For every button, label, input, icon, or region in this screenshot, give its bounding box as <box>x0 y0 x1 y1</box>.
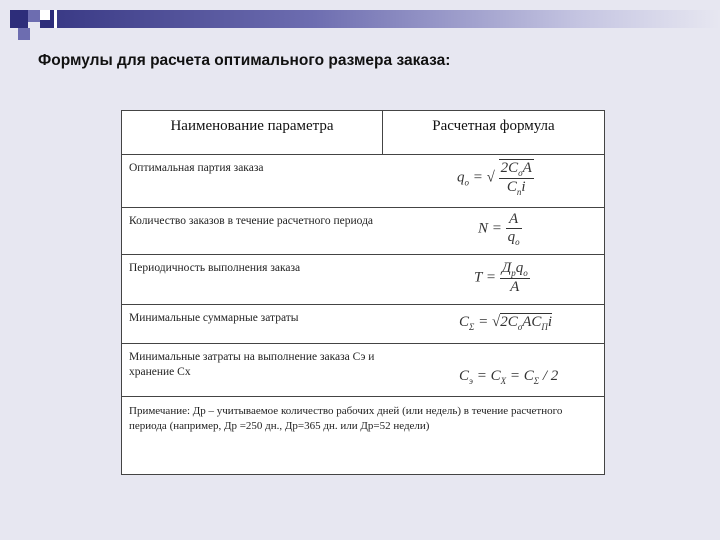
row-param: Периодичность выполнения заказа <box>129 262 301 274</box>
table-row <box>122 255 604 305</box>
deco-square-1 <box>10 10 28 28</box>
formula-table <box>121 110 605 475</box>
formula-periodicity: T = $\frac{Д_рq_o}{A}$ <box>474 260 528 295</box>
table-note-row <box>122 397 604 474</box>
formula-min-costs: $C_э = C_X = C_\Sigma / 2$ <box>459 368 559 386</box>
table-header-row <box>122 111 604 155</box>
header-gradient-bar <box>40 10 720 28</box>
row-param: Минимальные суммарные затраты <box>129 312 299 324</box>
row-param: Количество заказов в течение расчетного периода <box>129 215 374 227</box>
formula-order-count: N = $\frac{A}{q_o}$ <box>478 211 520 247</box>
deco-square-4 <box>40 10 50 20</box>
header-param: Наименование параметра <box>170 118 334 134</box>
row-param: Минимальные затраты на выполнение заказа Сэ и хранение Сх <box>129 351 375 378</box>
table-row <box>122 344 604 397</box>
deco-square-2 <box>28 10 40 22</box>
table-row <box>122 305 604 344</box>
header-formula: Расчетная формула <box>432 118 555 134</box>
deco-square-3 <box>18 28 30 40</box>
formula-total-cost: $C_\Sigma = √2C_oAC_Пi$ <box>459 314 553 332</box>
slide-title: Формулы для расчета оптимального размера заказа: <box>38 52 451 69</box>
row-param: Оптимальная партия заказа <box>129 162 264 174</box>
table-row <box>122 208 604 255</box>
table-note: Примечание: Дp – учитываемое количество рабочих дней (или недель) в течение расчетного периода (например, Дp =250 дн., Дp=365 дн. или Дp=52 недели) <box>129 405 563 432</box>
formula-optimal-order: $q_o$ = √ $\frac{2C_oA}{C_пi}$ <box>457 160 532 197</box>
table-row <box>122 155 604 208</box>
